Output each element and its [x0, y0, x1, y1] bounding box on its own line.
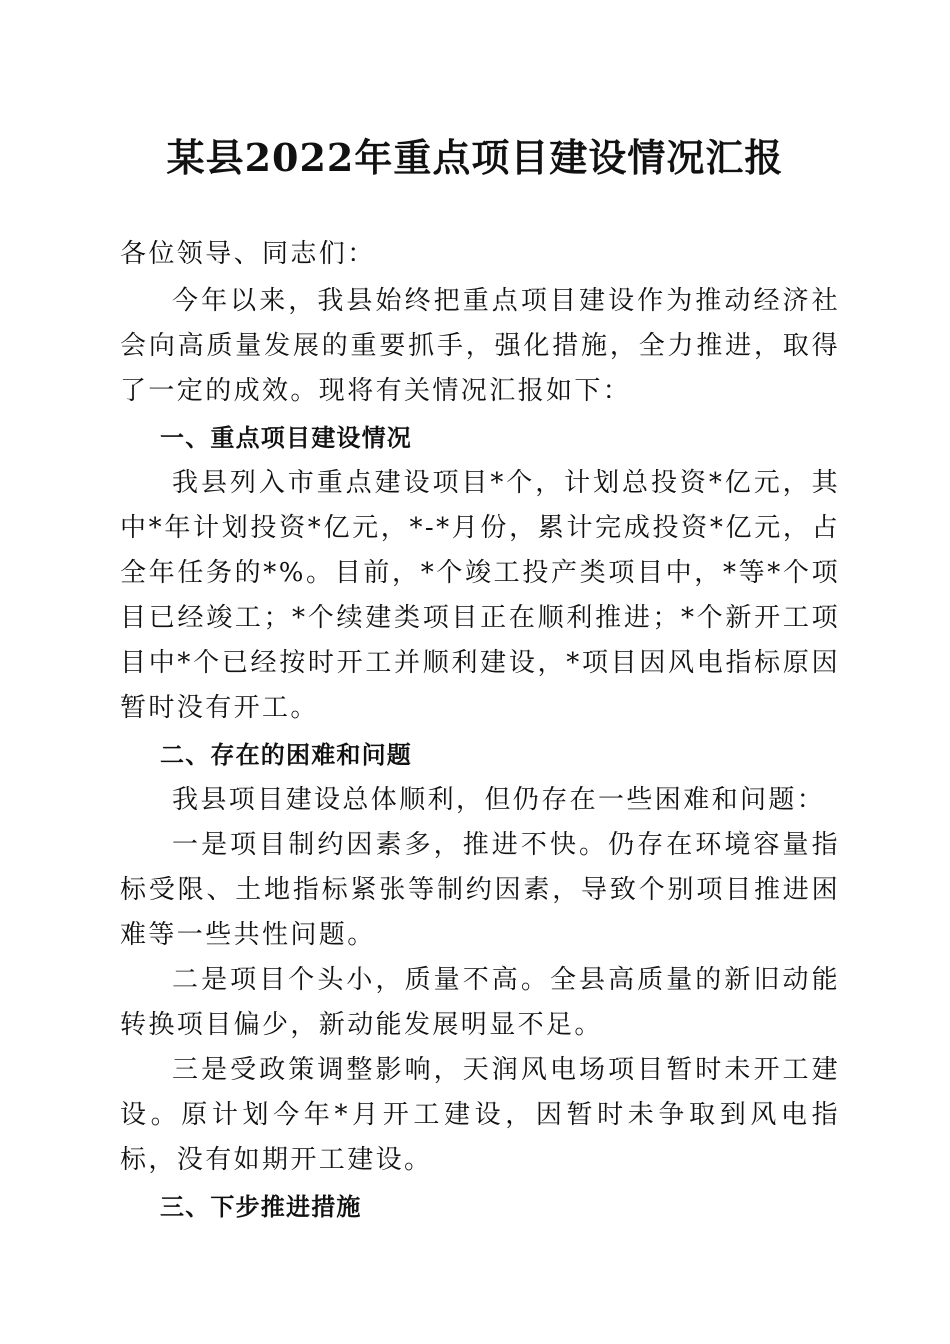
document-body: [120, 232, 840, 1230]
section-1-heading: 一、重点项目建设情况: [160, 424, 412, 452]
section-2-lead: 我县项目建设总体顺利，但仍存在一些困难和问题：: [172, 785, 826, 815]
section-2-item-3: 三是受政策调整影响，天润风电场项目暂时未开工建设。原计划今年*月开工建设，因暂时未争取到风电指标，没有如期开工建设。: [120, 1055, 840, 1175]
section-2-heading: 二、存在的困难和问题: [160, 741, 412, 769]
section-2-item-1: 一是项目制约因素多，推进不快。仍存在环境容量指标受限、土地指标紧张等制约因素，导致个别项目推进困难等一些共性问题。: [120, 830, 840, 950]
intro-paragraph: 今年以来，我县始终把重点项目建设作为推动经济社会向高质量发展的重要抓手，强化措施，全力推进，取得了一定的成效。现将有关情况汇报如下：: [120, 286, 840, 406]
section-1-paragraph: 我县列入市重点建设项目*个，计划总投资*亿元，其中*年计划投资*亿元，*-*月份，累计完成投资*亿元，占全年任务的*%。目前，*个竣工投产类项目中，*等*个项目已经竣工；*个续建类项目正在顺利推进；*个新开工项目中*个已经按时开工并顺利建设，*项目因风电指标原因暂时没有开工。: [120, 468, 840, 723]
section-3-heading: 三、下步推进措施: [160, 1193, 362, 1221]
salutation: 各位领导、同志们：: [120, 239, 376, 269]
section-2-item-2: 二是项目个头小，质量不高。全县高质量的新旧动能转换项目偏少，新动能发展明显不足。: [120, 965, 840, 1040]
document-title: 某县2022年重点项目建设情况汇报: [166, 135, 784, 180]
